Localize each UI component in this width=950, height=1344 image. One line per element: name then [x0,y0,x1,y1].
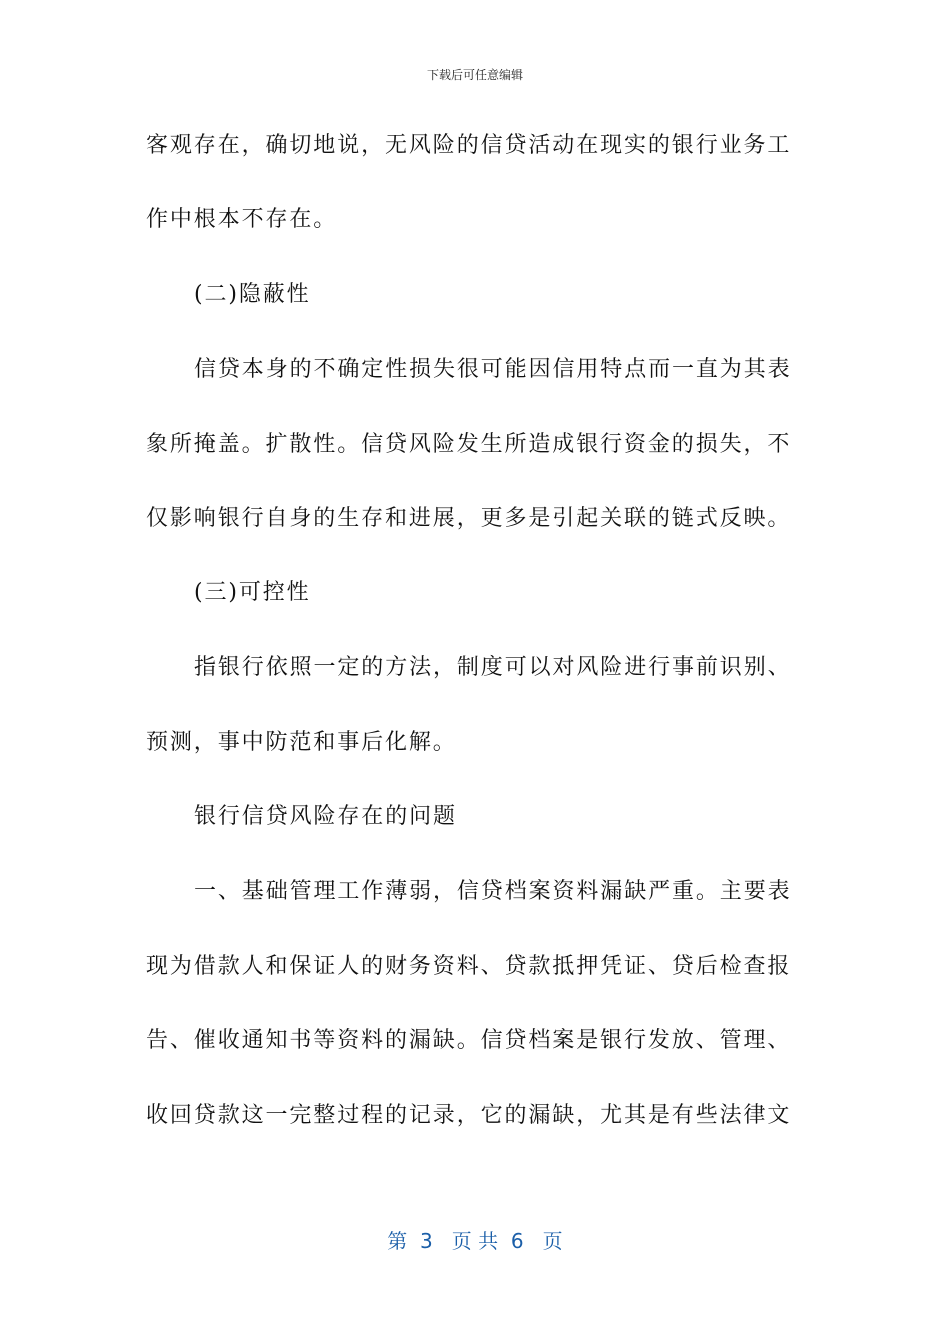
body-line-8: 指银行依照一定的方法，制度可以对风险进行事前识别、 [194,655,792,680]
body-line-12: 现为借款人和保证人的财务资料、贷款抵押凭证、贷后检查报 [146,954,792,979]
body-line-13: 告、催收通知书等资料的漏缺。信贷档案是银行发放、管理、 [146,1028,792,1053]
section-heading-concealment: (二)隐蔽性 [194,282,311,307]
body-line-5: 象所掩盖。扩散性。信贷风险发生所造成银行资金的损失，不 [146,432,792,457]
body-line-6: 仅影响银行自身的生存和进展，更多是引起关联的链式反映。 [146,506,792,531]
body-line-11: 一、基础管理工作薄弱，信贷档案资料漏缺严重。主要表 [194,879,792,904]
section-heading-problems: 银行信贷风险存在的问题 [194,804,457,829]
body-line-2: 作中根本不存在。 [146,207,338,232]
body-line-14: 收回贷款这一完整过程的记录，它的漏缺，尤其是有些法律文 [146,1103,792,1128]
section-heading-controllability: (三)可控性 [194,580,311,605]
body-line-9: 预测，事中防范和事后化解。 [146,730,457,755]
body-line-1: 客观存在，确切地说，无风险的信贷活动在现实的银行业务工 [146,133,792,158]
page-header-note: 下载后可任意编辑 [426,68,523,82]
page-number-footer: 第 3 页 共 6 页 [387,1229,563,1253]
body-line-4: 信贷本身的不确定性损失很可能因信用特点而一直为其表 [194,357,792,382]
